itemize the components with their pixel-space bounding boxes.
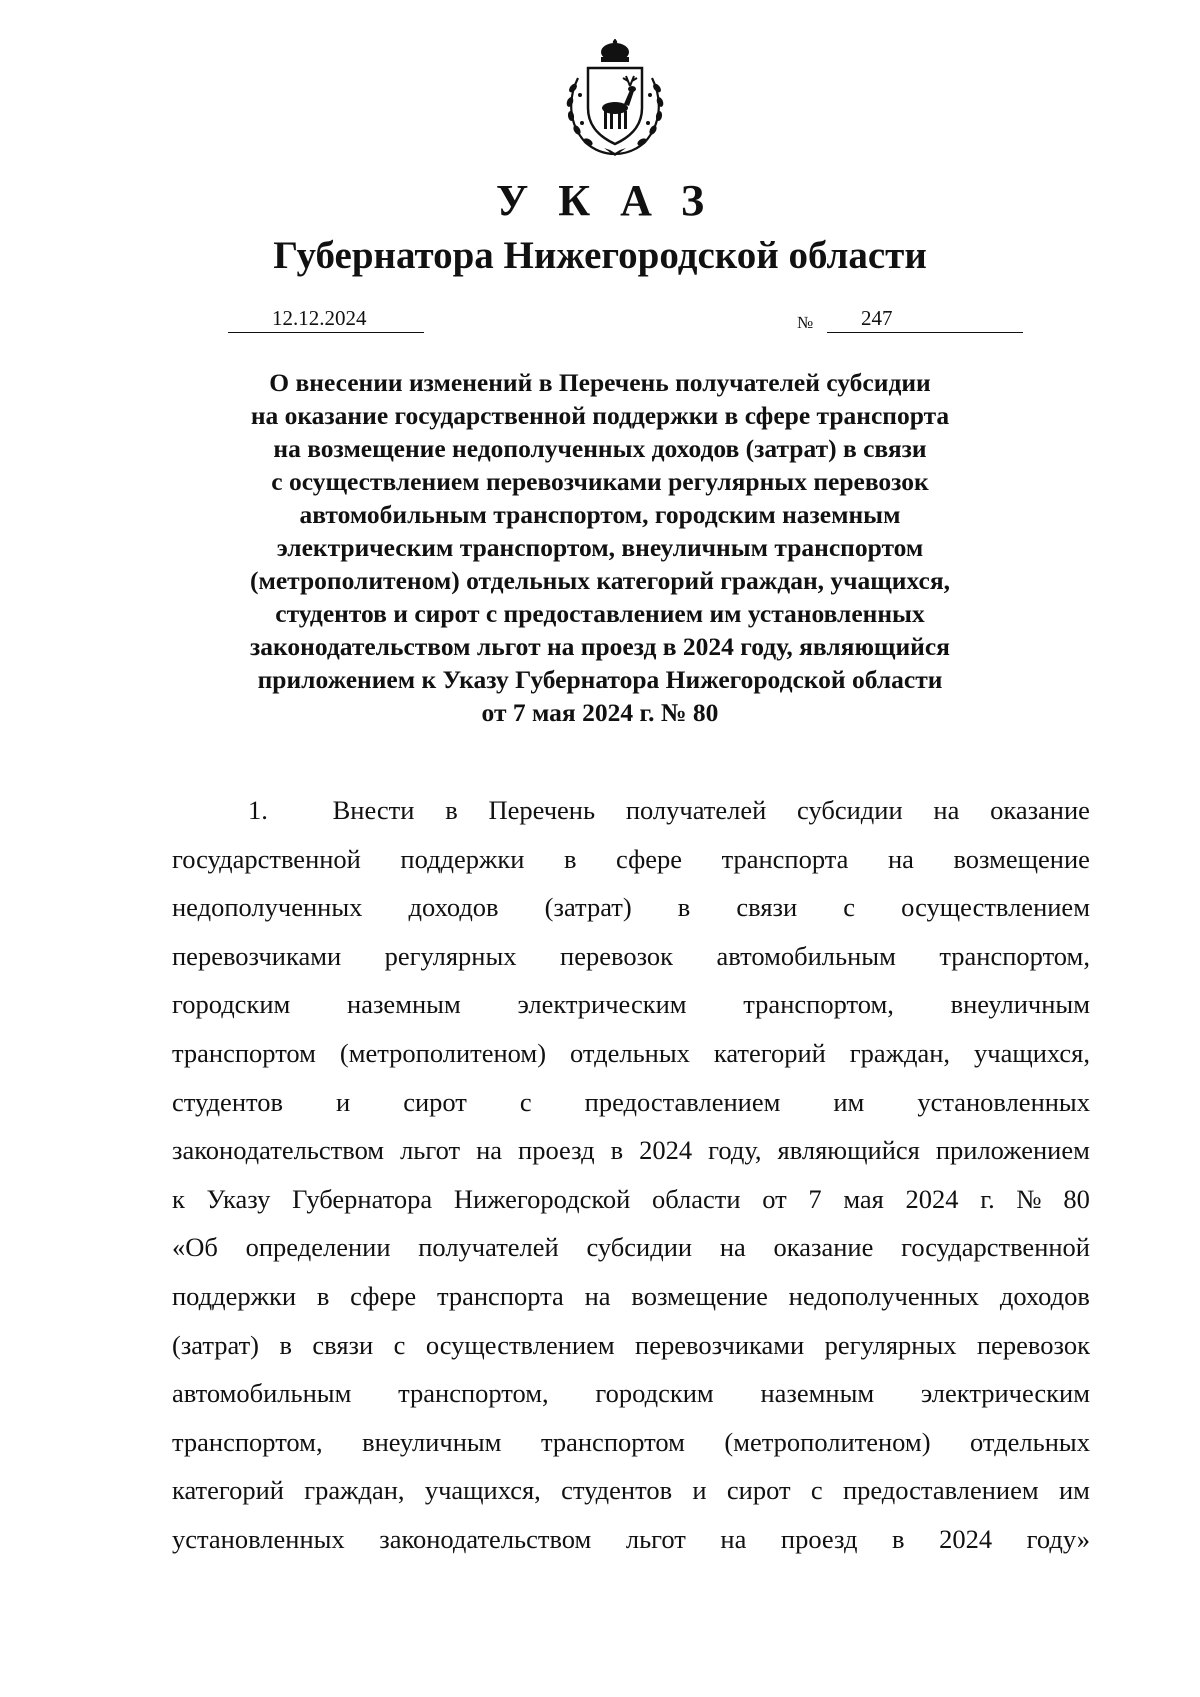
body-word: субсидии (797, 795, 903, 825)
body-word: проезд (518, 1135, 595, 1166)
body-word: сирот (726, 1475, 791, 1506)
body-word: осуществлением (901, 892, 1090, 923)
body-word: (затрат) (172, 1329, 260, 1360)
body-word: государственной (172, 843, 361, 874)
body-word: на (584, 1280, 611, 1311)
body-word: городским (172, 989, 291, 1020)
body-word: студентов (561, 1475, 673, 1506)
body-word: с (393, 1329, 406, 1360)
body-line (172, 1223, 1090, 1272)
body-word: 2024 (639, 1135, 693, 1166)
title-line: О внесении изменений в Перечень получателей субсидии (269, 368, 931, 397)
body-word: автомобильным (716, 940, 896, 971)
body-word: недополученных (788, 1280, 980, 1311)
title-line: электрическим транспортом, внеуличным транспортом (276, 533, 924, 562)
body-word: 80 (1063, 1183, 1090, 1214)
body-word: к (172, 1183, 185, 1214)
title-line: на возмещение недополученных доходов (затрат) в связи (273, 434, 927, 463)
coat-of-arms-graphic (560, 38, 670, 160)
body-line (172, 1078, 1090, 1127)
body-word: недополученных (172, 892, 363, 923)
body-word: № (1016, 1183, 1042, 1214)
body-word: автомобильным (172, 1378, 352, 1409)
body-word: «Об (172, 1232, 218, 1263)
body-word: предоставлением (584, 1086, 781, 1117)
body-word: наземным (760, 1378, 875, 1409)
body-word: им (1058, 1475, 1090, 1506)
body-word: в (677, 892, 691, 923)
body-word: в (279, 1329, 292, 1360)
body-word: проезд (780, 1523, 858, 1554)
body-word: на (887, 843, 914, 874)
body-word: являющийся (777, 1135, 920, 1166)
body-word: учащихся, (424, 1475, 541, 1506)
body-word: и (692, 1475, 707, 1506)
body-word: электрическим (517, 989, 687, 1020)
body-word: поддержки (172, 1280, 297, 1311)
issuer-heading: Губернатора Нижегородской области (273, 234, 927, 277)
body-word: установленных (917, 1086, 1090, 1117)
body-word: льгот (625, 1523, 686, 1554)
decree-number: 247 (861, 306, 893, 330)
decree-date: 12.12.2024 (272, 306, 367, 330)
body-word: с (810, 1475, 823, 1506)
title-line: законодательством льгот на проезд в 2024 году, являющийся (250, 632, 950, 661)
body-word: перевозчиками (635, 1329, 805, 1360)
body-line (172, 883, 1090, 932)
body-word: в (316, 1280, 330, 1311)
body-line (172, 1126, 1090, 1175)
body-word: граждан, (304, 1475, 405, 1506)
title-line: от 7 мая 2024 г. № 80 (481, 698, 719, 727)
body-word: в (610, 1135, 624, 1166)
body-word: перевозчиками (172, 940, 342, 971)
body-line (172, 835, 1090, 884)
body-word: получателей (418, 1232, 559, 1263)
body-word: категорий (172, 1475, 284, 1506)
body-word: области (651, 1183, 741, 1214)
body-line (172, 786, 1090, 835)
date-line (228, 306, 424, 333)
body-word: сфере (350, 1280, 417, 1311)
body-word: мая (843, 1183, 884, 1214)
body-word: учащихся, (974, 1037, 1090, 1068)
title-line: приложением к Указу Губернатора Нижегородской области (257, 665, 943, 694)
body-word: городским (595, 1378, 714, 1409)
title-line: на оказание государственной поддержки в сфере транспорта (250, 401, 950, 430)
body-word: в (445, 795, 458, 825)
body-line (172, 1515, 1090, 1564)
title-line: (метрополитеном) отдельных категорий граждан, учащихся, (249, 566, 950, 595)
body-word: перевозок (560, 940, 674, 971)
body-word: приложением (935, 1135, 1090, 1166)
body-word: внеуличным (950, 989, 1090, 1020)
decree-heading: УКАЗ (495, 176, 735, 225)
body-line (172, 1418, 1090, 1467)
body-word: транспортом, (743, 989, 894, 1020)
body-word: 2024 (939, 1523, 993, 1554)
body-word: наземным (347, 989, 461, 1020)
body-word: с (843, 892, 856, 923)
body-word: сирот (403, 1086, 467, 1117)
coat-of-arms-icon (560, 38, 670, 160)
body-word: от (762, 1183, 787, 1214)
body-word: (метрополитеном) (724, 1426, 931, 1457)
body-word: связи (312, 1329, 374, 1360)
body-word: законодательством (172, 1135, 385, 1166)
body-line (172, 1175, 1090, 1224)
body-word: на (719, 1232, 746, 1263)
body-line (172, 1321, 1090, 1370)
body-word: им (833, 1086, 865, 1117)
body-word: транспортом, (172, 1426, 323, 1457)
body-word: доходов (408, 892, 499, 923)
body-word: доходов (999, 1280, 1090, 1311)
body-word: возмещение (631, 1280, 768, 1311)
body-word: (метрополитеном) (339, 1037, 547, 1068)
body-word: оказание (773, 1232, 874, 1263)
body-word: предоставлением (842, 1475, 1039, 1506)
body-line (172, 980, 1090, 1029)
number-line (827, 306, 1023, 333)
body-word: на (933, 795, 960, 825)
body-word: году, (708, 1135, 762, 1166)
body-word: в (892, 1523, 905, 1554)
body-word: Губернатора (292, 1183, 433, 1214)
body-word: льгот (400, 1135, 461, 1166)
body-word: году» (1026, 1523, 1090, 1554)
body-word: отдельных (970, 1426, 1090, 1457)
body-word: Внести (332, 795, 415, 825)
title-line: автомобильным транспортом, городским наземным (299, 500, 901, 529)
body-line (172, 1369, 1090, 1418)
body-word: электрическим (920, 1378, 1090, 1409)
body-word: регулярных (824, 1329, 957, 1360)
body-word: осуществлением (425, 1329, 615, 1360)
body-word: с (519, 1086, 532, 1117)
body-paragraph-1 (172, 786, 1090, 1564)
body-word: категорий (713, 1037, 826, 1068)
body-line (172, 932, 1090, 981)
body-word: государственной (901, 1232, 1090, 1263)
body-word: 7 (808, 1183, 822, 1214)
body-word: отдельных (569, 1037, 690, 1068)
body-word: оказание (990, 795, 1090, 825)
body-word: Указу (206, 1183, 271, 1214)
body-word: граждан, (849, 1037, 951, 1068)
body-line (172, 1272, 1090, 1321)
body-word: транспортом, (939, 940, 1090, 971)
document-title (170, 366, 1030, 729)
body-word: транспорта (721, 843, 849, 874)
body-word: возмещение (953, 843, 1090, 874)
body-word: (затрат) (544, 892, 632, 923)
title-line: с осуществлением перевозчиками регулярных перевозок (271, 467, 929, 496)
body-word: Нижегородской (453, 1183, 631, 1214)
body-word: в (563, 843, 577, 874)
body-word: перевозок (976, 1329, 1090, 1360)
body-word: на (476, 1135, 503, 1166)
body-word: регулярных (384, 940, 517, 971)
body-word: на (720, 1523, 747, 1554)
body-word: транспортом (172, 1037, 316, 1068)
body-word: связи (736, 892, 798, 923)
body-word: сфере (616, 843, 683, 874)
body-line (172, 1466, 1090, 1515)
body-word: и (336, 1086, 351, 1117)
body-word: транспортом (540, 1426, 685, 1457)
body-line (172, 1029, 1090, 1078)
body-word: внеуличным (362, 1426, 502, 1457)
item-number: 1. (248, 795, 268, 825)
title-line: студентов и сирот с предоставлением им установленных (275, 599, 925, 628)
body-word: законодательством (379, 1523, 592, 1554)
body-word: транспортом, (398, 1378, 549, 1409)
body-word: транспорта (436, 1280, 564, 1311)
body-word: студентов (172, 1086, 283, 1117)
number-sign: № (797, 313, 814, 332)
body-word: субсидии (586, 1232, 693, 1263)
body-word: определении (245, 1232, 391, 1263)
body-word: установленных (172, 1523, 345, 1554)
body-word: Перечень (488, 795, 596, 825)
body-word: поддержки (400, 843, 525, 874)
body-word: получателей (625, 795, 767, 825)
body-word: 2024 (905, 1183, 959, 1214)
body-word: г. (980, 1183, 995, 1214)
